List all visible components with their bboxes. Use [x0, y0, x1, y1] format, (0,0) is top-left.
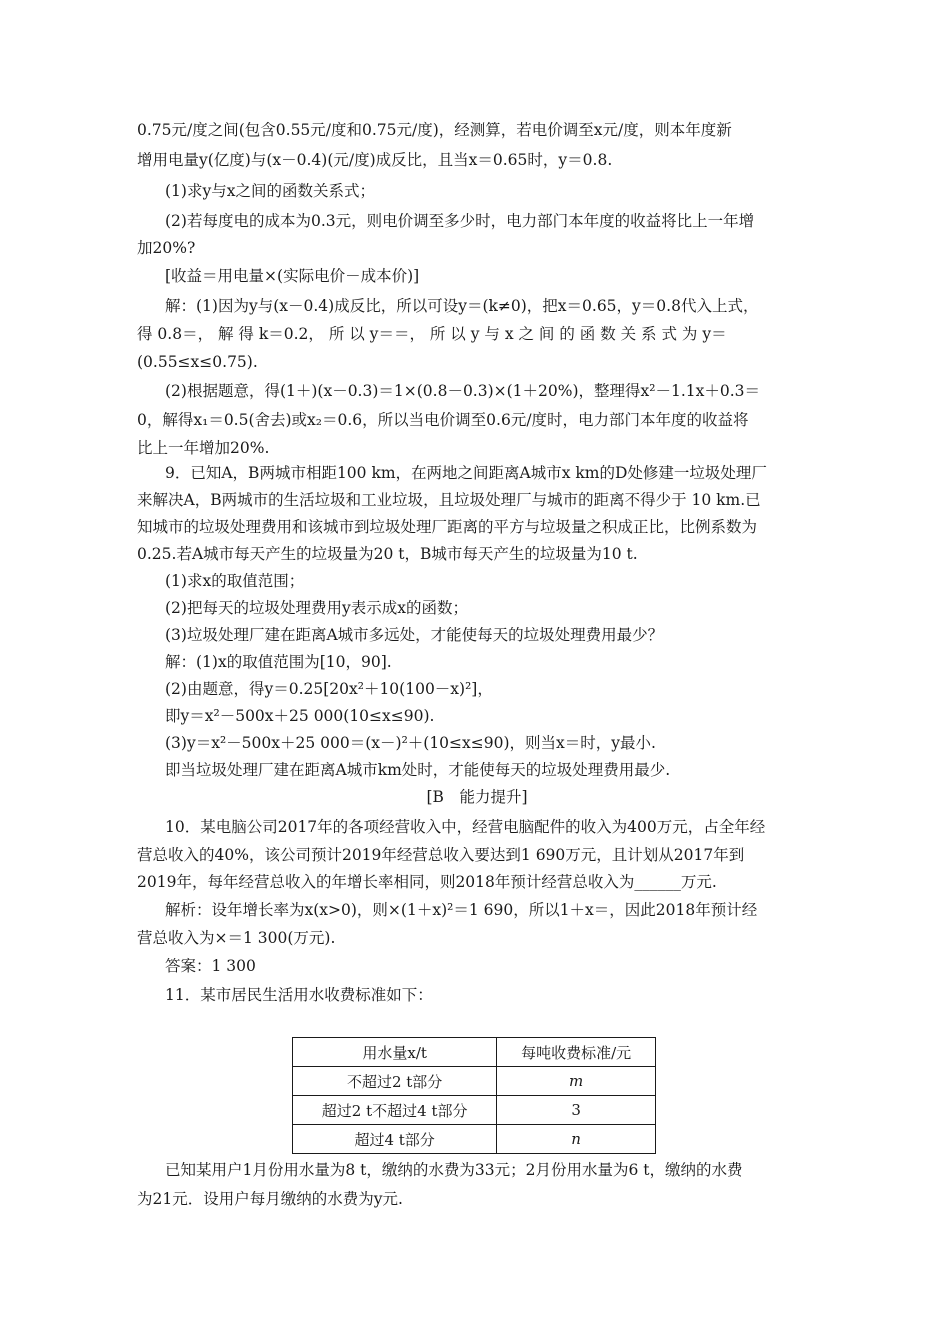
answer-10: 答案：1 300	[165, 957, 256, 975]
problem-11-text: 已知某用户1月份用水量为8 t，缴纳的水费为33元；2月份用水量为6 t，缴纳的水费	[165, 1161, 743, 1179]
problem-9-text: 0.25.若A城市每天产生的垃圾量为20 t，B城市每天产生的垃圾量为10 t.	[137, 545, 638, 563]
problem-9-text: 来解决A，B两城市的生活垃圾和工业垃圾，且垃圾处理厂与城市的距离不得少于 10 km.已	[137, 491, 761, 509]
solution-9: 解：(1)x的取值范围为[10，90].	[165, 653, 392, 671]
table-row	[293, 1096, 656, 1125]
table-row	[293, 1125, 656, 1154]
table-cell: 3	[497, 1096, 656, 1125]
problem-8-text: 增用电量y(亿度)与(x－0.4)(元/度)成反比，且当x＝0.65时，y＝0.8.	[137, 151, 613, 169]
problem-9-part-3: (3)垃圾处理厂建在距离A城市多远处，才能使每天的垃圾处理费用最少？	[165, 626, 664, 644]
table-cell: 超过2 t不超过4 t部分	[293, 1096, 497, 1125]
problem-11-text: 11．某市居民生活用水收费标准如下：	[165, 986, 433, 1004]
problem-8-part-2: (2)若每度电的成本为0.3元，则电价调至多少时，电力部门本年度的收益将比上一年增	[165, 212, 755, 230]
table-cell: n	[497, 1125, 656, 1154]
table-cell: m	[497, 1067, 656, 1096]
solution-10: 解析：设年增长率为x(x>0)，则×(1＋x)²＝1 690，所以1＋x＝，因此2018年预计经	[165, 901, 758, 919]
solution-8: (2)根据题意，得(1＋)(x－0.3)＝1×(0.8－0.3)×(1＋20%)，整理得x²－1.1x＋0.3＝	[165, 382, 761, 400]
solution-8: 0，解得x₁＝0.5(舍去)或x₂＝0.6，所以当电价调至0.6元/度时，电力部门本年度的收益将	[137, 411, 749, 429]
solution-8: (0.55≤x≤0.75).	[137, 353, 258, 371]
problem-11-text: 为21元．设用户每月缴纳的水费为y元.	[137, 1190, 403, 1208]
problem-10-text: 2019年，每年经营总收入的年增长率相同，则2018年预计经营总收入为______万元.	[137, 873, 717, 891]
problem-10-text: 营总收入的40%，该公司预计2019年经营总收入要达到1 690万元，且计划从2017年到	[137, 846, 745, 864]
solution-9: 即y＝x²－500x＋25 000(10≤x≤90).	[165, 707, 435, 725]
section-heading: [B 能力提升]	[426, 788, 528, 806]
solution-8: 解：(1)因为y与(x－0.4)成反比，所以可设y＝(k≠0)，把x＝0.65，y＝0.8代入上式，	[165, 297, 759, 315]
table-header-cell: 每吨收费标准/元	[497, 1038, 656, 1067]
table-cell: 不超过2 t部分	[293, 1067, 497, 1096]
solution-10: 营总收入为×＝1 300(万元).	[137, 929, 336, 947]
solution-9: (3)y＝x²－500x＋25 000＝(x－)²＋(10≤x≤90)，则当x＝时，y最小.	[165, 734, 656, 752]
problem-8-part-1: (1)求y与x之间的函数关系式；	[165, 182, 375, 200]
table-header-row	[293, 1038, 656, 1067]
problem-8-part-2: 加20%?	[137, 239, 196, 257]
solution-9: (2)由题意，得y＝0.25[20x²＋10(100－x)²]，	[165, 680, 493, 698]
problem-9-text: 9．已知A，B两城市相距100 km，在两地之间距离A城市x km的D处修建一垃圾处理厂	[165, 464, 767, 482]
solution-8: 比上一年增加20%.	[137, 439, 270, 457]
water-rate-table	[292, 1037, 656, 1154]
problem-9-part-1: (1)求x的取值范围；	[165, 572, 305, 590]
problem-8-text: 0.75元/度之间(包含0.55元/度和0.75元/度)，经测算，若电价调至x元/度，则本年度新	[137, 121, 732, 139]
table-header-cell: 用水量x/t	[293, 1038, 497, 1067]
table-row	[293, 1067, 656, 1096]
table-cell: 超过4 t部分	[293, 1125, 497, 1154]
solution-8: 得 0.8＝， 解 得 k＝0.2， 所 以 y＝＝， 所 以 y 与 x 之 间 的 函 数 关 系 式 为 y＝	[137, 325, 727, 343]
problem-9-text: 知城市的垃圾处理费用和该城市到垃圾处理厂距离的平方与垃圾量之积成正比，比例系数为	[137, 518, 758, 536]
problem-8-note: [收益＝用电量×(实际电价－成本价)]	[165, 267, 420, 285]
solution-9: 即当垃圾处理厂建在距离A城市km处时，才能使每天的垃圾处理费用最少.	[165, 761, 671, 779]
problem-9-part-2: (2)把每天的垃圾处理费用y表示成x的函数；	[165, 599, 468, 617]
problem-10-text: 10．某电脑公司2017年的各项经营收入中，经营电脑配件的收入为400万元，占全年经	[165, 818, 766, 836]
